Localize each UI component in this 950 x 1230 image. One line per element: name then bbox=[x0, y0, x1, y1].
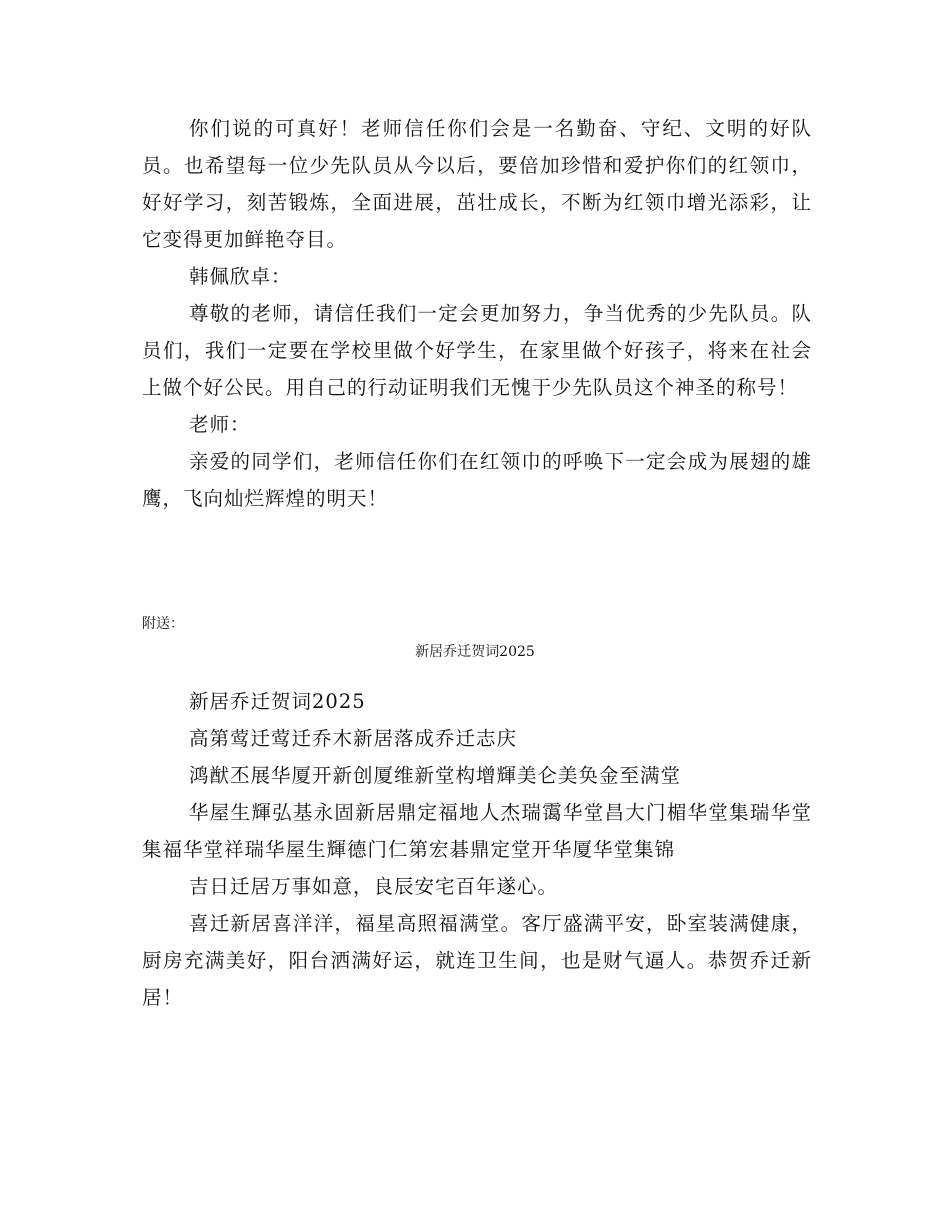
dialogue-section bbox=[142, 110, 812, 517]
greeting-line: 高第莺迁莺迁乔木新居落成乔迁志庆 bbox=[189, 727, 518, 750]
appendix-title: 新居乔迁贺词2025 bbox=[415, 644, 535, 660]
teacher-closing-paragraph: 亲爱的同学们，老师信任你们在红领巾的呼唤下一定会成为展翅的雄鹰，飞向灿烂辉煌的明天！ bbox=[142, 450, 812, 510]
greeting-line: 华屋生輝弘基永固新居鼎定福地人杰瑞霭华堂昌大门楣华堂集瑞华堂集福华堂祥瑞华屋生輝德门仁第宏碁鼎定堂开华厦华堂集锦 bbox=[142, 801, 812, 861]
appendix-label: 附送： bbox=[142, 616, 184, 632]
student-paragraph: 尊敬的老师，请信任我们一定会更加努力，争当优秀的少先队员。队员们，我们一定要在学校里做个好学生，在家里做个好孩子，将来在社会上做个好公民。用自己的行动证明我们无愧于少先队员这个神圣的称号！ bbox=[142, 302, 812, 399]
greeting-line: 鸿猷丕展华厦开新创厦维新堂构增輝美仑美奂金至满堂 bbox=[189, 764, 682, 787]
speaker-name: 老师： bbox=[189, 413, 251, 436]
speaker-name: 韩佩欣卓： bbox=[189, 265, 292, 288]
greetings-heading: 新居乔迁贺词2025 bbox=[189, 690, 366, 713]
greeting-line: 吉日迁居万事如意，良辰安宅百年遂心。 bbox=[189, 875, 559, 898]
greetings-section bbox=[142, 683, 812, 1016]
teacher-paragraph: 你们说的可真好！老师信任你们会是一名勤奋、守纪、文明的好队员。也希望每一位少先队员从今以后，要倍加珍惜和爱护你们的红领巾，好好学习，刻苦锻炼，全面进展，茁壮成长，不断为红领巾增光添彩，让它变得更加鲜艳夺目。 bbox=[142, 117, 812, 251]
greeting-paragraph: 喜迁新居喜洋洋，福星高照福满堂。客厅盛满平安，卧室装满健康，厨房充满美好，阳台洒满好运，就连卫生间，也是财气逼人。恭贺乔迁新居！ bbox=[142, 912, 812, 1009]
